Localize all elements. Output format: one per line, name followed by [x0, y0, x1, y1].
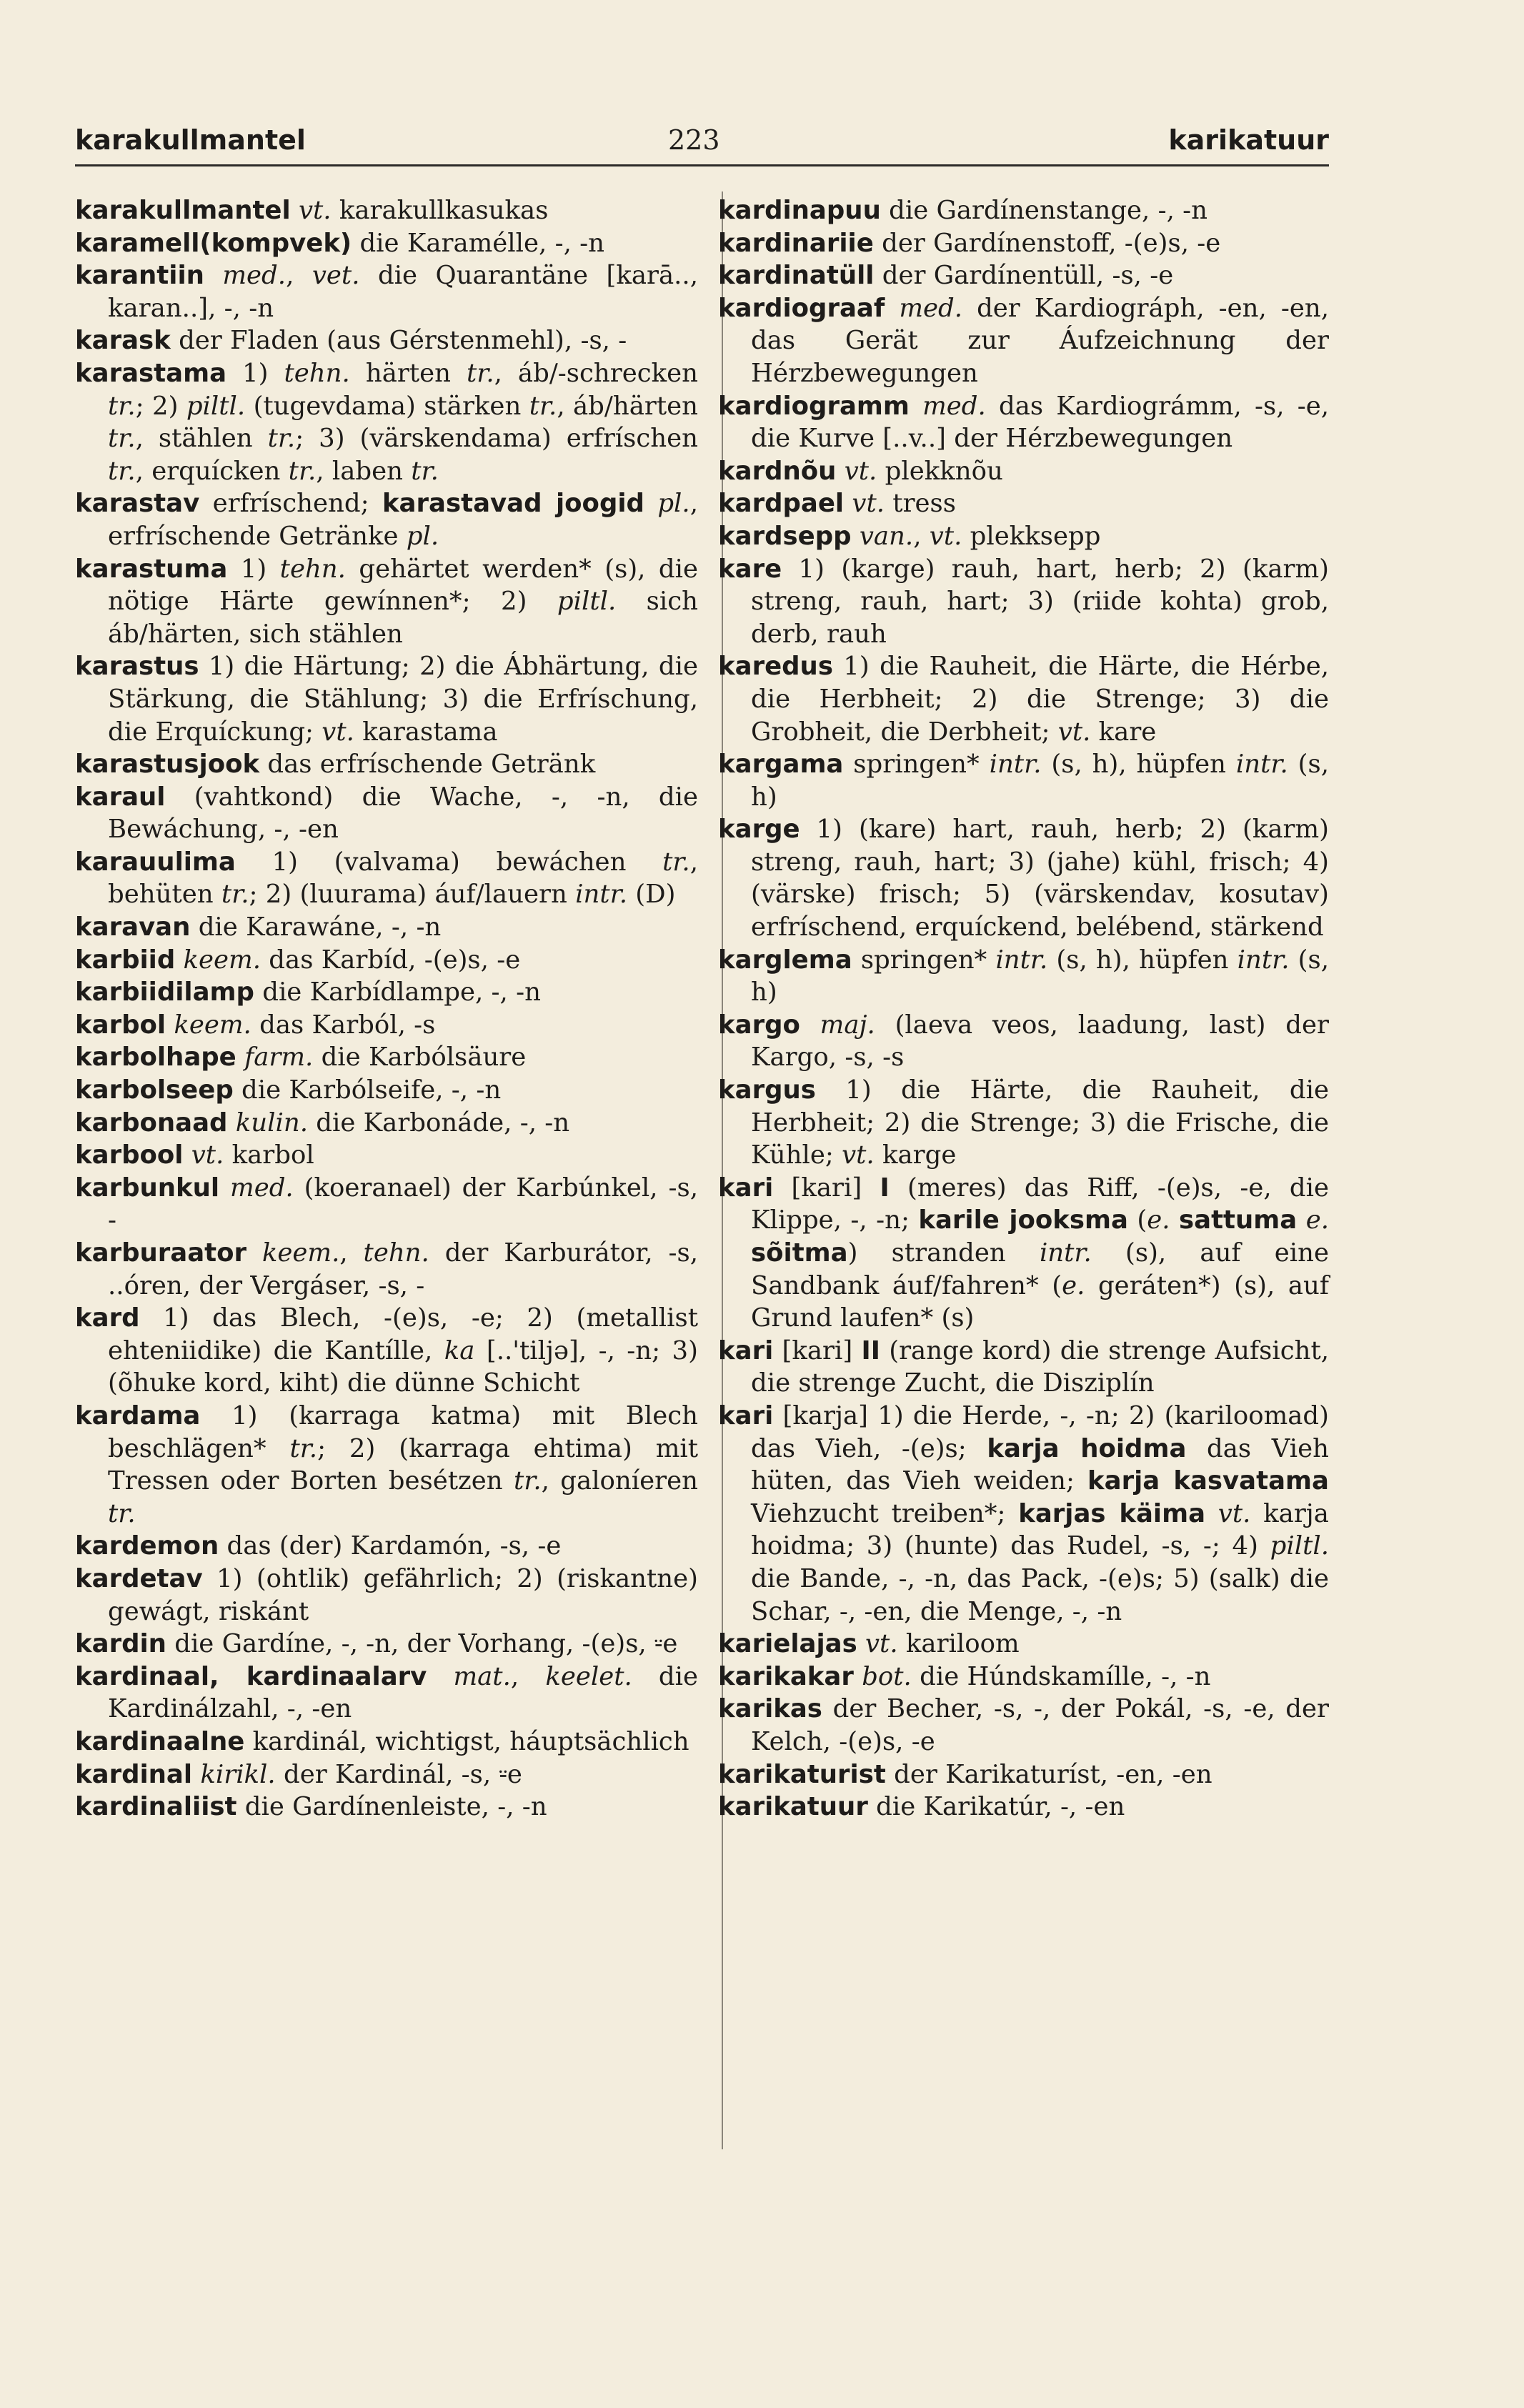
entry-text: die Húndskamílle, -, -n — [911, 1661, 1211, 1691]
entry-text: die Quarantäne [karā.., karan..], -, -n — [108, 261, 698, 323]
entry-text: , — [510, 1661, 546, 1691]
entry-text: (s, h), hüpfen — [1041, 750, 1236, 780]
usage-label: tr. — [529, 391, 557, 421]
left-column — [75, 194, 698, 1824]
usage-label: tr. — [108, 424, 136, 454]
headword: kard — [75, 1303, 140, 1333]
headword: kardiogramm — [718, 391, 910, 421]
headword: kardinariie — [718, 228, 874, 258]
entry-text: der Kardinál, -s, ⸚e — [275, 1759, 522, 1789]
usage-label: keelet. — [545, 1661, 632, 1691]
headword: karikaturist — [718, 1759, 886, 1789]
usage-label: vt. — [842, 1140, 875, 1170]
usage-label: tehn. — [363, 1238, 429, 1268]
entry-text — [885, 294, 899, 323]
dictionary-entry — [718, 227, 1329, 260]
dictionary-entry — [75, 846, 698, 911]
dictionary-entry — [75, 194, 698, 227]
headword: kardinal — [75, 1759, 193, 1789]
entry-text: der Karburátor, -s, ..óren, der Vergáser, -s, - — [108, 1238, 698, 1300]
entry-text: der Gardínentüll, -s, -e — [874, 261, 1174, 291]
entry-text — [246, 1238, 262, 1268]
entry-text — [1297, 1205, 1305, 1235]
entry-text: 1) (karraga katma) mit Blech beschlägen* — [108, 1400, 698, 1463]
headword: kare — [718, 554, 782, 584]
entry-text — [219, 1173, 230, 1203]
dictionary-entry — [75, 650, 698, 748]
right-column — [718, 194, 1329, 1824]
usage-label: vt. — [298, 196, 332, 225]
headword: kardnõu — [718, 456, 837, 486]
entry-text: kare — [1090, 717, 1157, 747]
dictionary-entry — [75, 748, 698, 781]
headword: karbool — [75, 1140, 184, 1170]
entry-text: ; 2) — [135, 391, 186, 421]
entry-text — [836, 457, 844, 486]
usage-label: med. — [899, 293, 963, 323]
headword: kardinatüll — [718, 261, 875, 291]
headword: karaul — [75, 782, 166, 812]
entry-text: , galoníeren — [541, 1466, 698, 1496]
headword: karakullmantel — [75, 196, 291, 225]
headword: karavan — [75, 912, 191, 942]
usage-label: tr. — [514, 1466, 542, 1496]
headword: kardetav — [75, 1563, 203, 1593]
entry-text — [427, 1662, 453, 1691]
usage-label: tr. — [411, 456, 439, 486]
dictionary-entry — [75, 911, 698, 944]
entry-text: sich áb/härten, sich stählen — [108, 587, 698, 649]
usage-label: tr. — [267, 424, 296, 454]
entry-text: die Kardinálzahl, -, -en — [108, 1661, 698, 1724]
entry-text: die Bande, -, -n, das Pack, -(e)s; 5) (salk) die Schar, -, -en, die Menge, -, -n — [751, 1563, 1329, 1626]
entry-text: (laeva veos, laadung, last) der Kargo, -s, -s — [751, 1010, 1329, 1073]
headword: sõitma — [751, 1238, 848, 1268]
headword: karastusjook — [75, 750, 260, 780]
headword: karbolseep — [75, 1075, 234, 1105]
dictionary-entry — [718, 259, 1329, 292]
dictionary-entry — [718, 520, 1329, 553]
entry-text — [857, 1629, 865, 1658]
dictionary-entry — [75, 1009, 698, 1042]
usage-label: keem. — [262, 1238, 340, 1268]
entry-text — [166, 1010, 174, 1040]
usage-label: maj. — [820, 1010, 875, 1040]
dictionary-entry — [75, 1302, 698, 1400]
dictionary-entry — [718, 1400, 1329, 1628]
usage-label: piltl. — [557, 587, 617, 617]
headword: karburaator — [75, 1238, 247, 1268]
usage-label: tr. — [289, 1433, 318, 1463]
headword: karja kasvatama — [1087, 1466, 1329, 1496]
dictionary-entry — [75, 1726, 698, 1758]
usage-label: mat. — [453, 1661, 511, 1691]
dictionary-entry — [75, 1530, 698, 1563]
entry-text — [800, 1010, 820, 1040]
entry-text: karbol — [224, 1140, 314, 1170]
entry-text: ; 2) (karraga ehtima) mit Tressen oder Borten besétzen — [108, 1433, 698, 1496]
entry-text: 1) die Härtung; 2) die Ábhärtung, die Stärkung, die Stählung; 3) die Erfríschung, die Erquíckung; — [108, 652, 698, 747]
usage-label: e. — [1147, 1205, 1170, 1235]
entry-text: das Vieh hüten, das Vieh weiden; — [751, 1433, 1329, 1496]
dictionary-entry — [718, 487, 1329, 520]
headword: kari — [718, 1335, 774, 1365]
dictionary-entry — [75, 553, 698, 651]
entry-text: die Karbonáde, -, -n — [308, 1108, 570, 1138]
entry-text: plekknõu — [877, 456, 1003, 486]
entry-text: (vahtkond) die Wache, -, -n, die Bewáchung, -, -en — [108, 782, 698, 845]
entry-text: das erfríschende Getränk — [259, 750, 596, 780]
entry-text — [844, 489, 852, 518]
headword: karbonaad — [75, 1108, 228, 1138]
dictionary-entry — [718, 1791, 1329, 1824]
dictionary-entry — [75, 1563, 698, 1628]
usage-label: tr. — [288, 456, 317, 486]
dictionary-entry — [718, 553, 1329, 651]
entry-text: 1) das Blech, -(e)s, -e; 2) (metallist ehteniidike) die Kantílle, — [108, 1303, 698, 1365]
entry-text: ; 2) (luurama) áuf/lauern — [249, 880, 576, 910]
entry-text: (meres) das Riff, -(e)s, -e, die Klippe, -, -n; — [751, 1173, 1329, 1235]
entry-text — [192, 1760, 200, 1789]
usage-label: kirikl. — [200, 1759, 276, 1789]
entry-text: (s), auf eine Sandbank áuf/fahren* ( — [751, 1238, 1330, 1300]
dictionary-entry — [718, 194, 1329, 227]
dictionary-entry — [75, 1107, 698, 1140]
entry-text: springen* — [852, 945, 996, 975]
usage-label: tr. — [221, 880, 249, 910]
usage-label: tehn. — [284, 358, 350, 388]
usage-label: tr. — [467, 358, 494, 388]
entry-text — [204, 261, 223, 290]
entry-text: (s, h) — [751, 750, 1330, 812]
entry-text: (s, h) — [751, 945, 1330, 1008]
usage-label: e. — [1062, 1270, 1085, 1300]
headword: karbol — [75, 1010, 166, 1040]
headword: kargo — [718, 1010, 800, 1040]
entry-text — [910, 392, 922, 421]
usage-label: vt. — [865, 1629, 898, 1659]
headword: karbiid — [75, 945, 176, 975]
dictionary-entry — [718, 1661, 1329, 1693]
entry-text: ; 3) (värskendama) erfríschen — [295, 424, 698, 454]
entry-text: das Karbíd, -(e)s, -e — [261, 945, 521, 975]
dictionary-entry — [75, 1237, 698, 1302]
headword: kardpael — [718, 489, 845, 519]
entry-text: der Fladen (aus Gérstenmehl), -s, - — [170, 326, 627, 356]
entry-text: ( — [1127, 1205, 1147, 1235]
usage-label: keem. — [183, 945, 262, 975]
header-last-word: karikatuur — [1168, 124, 1329, 156]
headword: karask — [75, 326, 171, 356]
usage-label: van. — [859, 521, 914, 551]
entry-text: , áb/härten — [557, 391, 698, 421]
headword: karantiin — [75, 261, 204, 291]
dictionary-entry — [75, 1758, 698, 1791]
headword: karikas — [718, 1694, 822, 1724]
entry-text — [175, 945, 183, 975]
entry-text: karge — [874, 1140, 957, 1170]
usage-label: intr. — [989, 750, 1042, 780]
entry-text: kariloom — [897, 1629, 1020, 1659]
headword: karauulima — [75, 847, 236, 877]
entry-text: [karja] 1) die Herde, -, -n; 2) (kariloomad) das Vieh, -(e)s; — [751, 1400, 1329, 1463]
usage-label: vt. — [929, 521, 962, 551]
usage-label: intr. — [1235, 750, 1288, 780]
header-first-word: karakullmantel — [75, 124, 306, 156]
entry-text: , — [339, 1238, 364, 1268]
dictionary-entry — [75, 259, 698, 324]
entry-text: (range kord) die strenge Aufsicht, die strenge Zucht, die Disziplín — [751, 1335, 1329, 1398]
dictionary-entry — [718, 1693, 1329, 1758]
entry-text: der Becher, -s, -, der Pokál, -s, -e, der Kelch, -(e)s, -e — [751, 1694, 1329, 1756]
entry-text — [644, 489, 657, 518]
entry-text: karja hoidma; 3) (hunte) das Rudel, -s, -; 4) — [751, 1498, 1329, 1561]
headword: sattuma — [1179, 1205, 1298, 1235]
usage-label: tehn. — [279, 554, 346, 584]
dictionary-entry — [718, 1009, 1329, 1074]
dictionary-entry — [718, 748, 1329, 813]
entry-text — [236, 1043, 244, 1072]
usage-label: med. — [222, 261, 287, 291]
headword: kari — [718, 1173, 774, 1203]
entry-text: , — [286, 261, 312, 291]
headword: karastus — [75, 652, 199, 682]
usage-label: vt. — [1217, 1498, 1251, 1528]
headword: kardinaalne — [75, 1726, 245, 1756]
headword: kargus — [718, 1075, 816, 1105]
entry-text: springen* — [843, 750, 990, 780]
entry-text: 1) die Härte, die Rauheit, die Herbheit; 2) die Strenge; 3) die Frische, die Kühle; — [751, 1075, 1329, 1170]
dictionary-entry — [75, 1139, 698, 1172]
entry-text: , behüten — [108, 847, 698, 910]
usage-label: farm. — [244, 1043, 314, 1073]
dictionary-entry — [75, 324, 698, 357]
page-number: 223 — [668, 124, 720, 156]
entry-text: 1) die Rauheit, die Härte, die Hérbe, die Herbheit; 2) die Strenge; 3) die Grobheit, die Derbheit; — [751, 652, 1329, 747]
entry-text: Viehzucht treiben*; — [751, 1498, 1019, 1528]
headword: kari — [718, 1400, 774, 1431]
usage-label: tr. — [662, 847, 690, 877]
dictionary-entry — [75, 1041, 698, 1074]
dictionary-entry — [718, 455, 1329, 488]
entry-text: die Karbólseife, -, -n — [233, 1075, 502, 1105]
headword: karbiidilamp — [75, 977, 254, 1008]
usage-label: vt. — [1057, 717, 1091, 747]
entry-text: die Karbídlampe, -, -n — [254, 977, 541, 1008]
headword: karikakar — [718, 1661, 854, 1691]
dictionary-entry — [75, 1172, 698, 1237]
entry-text: die Gardíne, -, -n, der Vorhang, -(e)s, ⸚e — [166, 1629, 678, 1659]
headword: karastav — [75, 489, 200, 519]
entry-text: härten — [349, 358, 467, 388]
headword: karja hoidma — [987, 1433, 1187, 1463]
entry-text: die Karbólsäure — [313, 1043, 527, 1073]
page-header — [75, 114, 1329, 164]
headword: kardiograaf — [718, 293, 885, 323]
dictionary-entry — [75, 976, 698, 1009]
entry-text: die Karawáne, -, -n — [190, 912, 442, 942]
dictionary-entry — [75, 1628, 698, 1661]
usage-label: intr. — [1039, 1238, 1092, 1268]
headword: karastama — [75, 358, 227, 388]
headword: karedus — [718, 652, 833, 682]
entry-text: 1) (kare) hart, rauh, herb; 2) (karm) streng, rauh, hart; 3) (jahe) kühl, frisch; 4) (värske) frisch; 5) (värskendav, kosutav) erfríschend, erquíckend, belébend, stärkend — [751, 815, 1329, 942]
usage-label: kulin. — [235, 1108, 308, 1138]
usage-label: vt. — [322, 717, 354, 747]
dictionary-entry — [718, 813, 1329, 943]
entry-text — [852, 522, 860, 551]
entry-text — [1205, 1499, 1218, 1528]
usage-label: piltl. — [186, 391, 246, 421]
entry-text: ka — [444, 1335, 475, 1365]
dictionary-entry — [75, 1791, 698, 1824]
dictionary-entry — [718, 1172, 1329, 1335]
headword: II — [861, 1335, 880, 1365]
usage-label: med. — [230, 1173, 294, 1203]
entry-text: , erquícken — [135, 456, 289, 486]
dictionary-entry — [75, 1400, 698, 1530]
entry-text: (tugevdama) stärken — [245, 391, 529, 421]
usage-label: intr. — [1237, 945, 1290, 975]
entry-text — [854, 1662, 862, 1691]
entry-text: 1) (valvama) bewáchen — [235, 847, 663, 877]
usage-label: vt. — [844, 456, 877, 486]
entry-text: der Karikaturíst, -en, -en — [885, 1759, 1212, 1789]
entry-text: 1) — [226, 358, 284, 388]
entry-text: das Karból, -s — [251, 1010, 436, 1040]
headword: kardin — [75, 1629, 166, 1659]
entry-text: der Kardiográph, -en, -en, das Gerät zur Áufzeichnung der Hérzbewegungen — [751, 293, 1329, 388]
entry-text: geráten*) (s), auf Grund laufen* (s) — [751, 1270, 1329, 1333]
entry-text: 1) (ohtlik) gefährlich; 2) (riskantne) gewágt, riskánt — [108, 1563, 698, 1626]
entry-text — [1170, 1205, 1179, 1235]
entry-text: , — [913, 521, 930, 551]
dictionary-entry — [718, 1758, 1329, 1791]
usage-label: keem. — [174, 1010, 251, 1040]
usage-label: tr. — [108, 391, 136, 421]
dictionary-entry — [75, 944, 698, 977]
entry-text: der Gardínenstoff, -(e)s, -e — [873, 228, 1221, 258]
entry-text: das Kardiográmm, -s, -e, die Kurve [..v..] der Hérzbewegungen — [751, 391, 1329, 454]
usage-label: vt. — [852, 489, 885, 519]
dictionary-entry — [718, 1074, 1329, 1172]
dictionary-entry — [75, 1661, 698, 1726]
entry-text: [kari] — [773, 1173, 880, 1203]
headword: karastuma — [75, 554, 228, 584]
entry-text: erfríschend; — [199, 489, 382, 519]
entry-text — [227, 1108, 235, 1138]
dictionary-entry — [718, 292, 1329, 390]
dictionary-entry — [75, 781, 698, 846]
entry-text: 1) — [227, 554, 280, 584]
headword: kardinapuu — [718, 196, 881, 225]
headword: kardama — [75, 1400, 201, 1431]
entry-text: , áb/-schrecken — [494, 358, 698, 388]
headword: karjas käima — [1018, 1498, 1206, 1528]
entry-text — [291, 196, 299, 225]
headword: karbunkul — [75, 1173, 220, 1203]
entry-text: das (der) Kardamón, -s, -e — [219, 1531, 562, 1561]
headword: karglema — [718, 945, 852, 975]
entry-text: kardinál, wichtigst, háuptsächlich — [244, 1726, 689, 1756]
entry-text: gehärtet werden* (s), die nötige Härte gewínnen*; 2) — [108, 554, 698, 617]
entry-text: , erfríschende Getränke — [108, 489, 698, 551]
dictionary-entry — [75, 487, 698, 552]
entry-text: die Karamélle, -, -n — [352, 228, 605, 258]
entry-text: die Gardínenstange, -, -n — [880, 196, 1208, 225]
entry-text: [kari] — [773, 1335, 862, 1365]
dictionary-entry — [75, 1074, 698, 1107]
headword: karielajas — [718, 1629, 857, 1659]
usage-label: med. — [922, 391, 986, 421]
dictionary-entry — [718, 944, 1329, 1009]
entry-text: die Gardínenleiste, -, -n — [236, 1792, 547, 1822]
dictionary-entry — [718, 1335, 1329, 1400]
entry-text — [183, 1140, 191, 1170]
entry-text: plekksepp — [962, 521, 1101, 551]
usage-label: intr. — [995, 945, 1048, 975]
dictionary-entry — [75, 357, 698, 487]
usage-label: piltl. — [1270, 1531, 1329, 1561]
dictionary-entry — [718, 650, 1329, 748]
dictionary-entry — [75, 227, 698, 260]
entry-text: tress — [885, 489, 956, 519]
header-rule — [75, 164, 1329, 166]
entry-text: , laben — [316, 456, 412, 486]
dictionary-entry — [718, 390, 1329, 455]
entry-text: (koeranael) der Karbúnkel, -s, - — [108, 1173, 698, 1235]
entry-text: , stählen — [135, 424, 268, 454]
entry-text: 1) (karge) rauh, hart, herb; 2) (karm) streng, rauh, hart; 3) (riide kohta) grob, derb, rauh — [751, 554, 1329, 649]
entry-text: (D) — [627, 880, 676, 910]
headword: I — [880, 1173, 890, 1203]
entry-text: karastama — [354, 717, 498, 747]
usage-label: pl. — [406, 521, 439, 551]
headword: karamell(kompvek) — [75, 228, 352, 258]
headword: kardinaal, kardinaalarv — [75, 1661, 427, 1691]
entry-text: karakullkasukas — [331, 196, 549, 225]
usage-label: pl. — [657, 489, 690, 519]
usage-label: bot. — [862, 1661, 912, 1691]
dictionary-entry — [718, 1628, 1329, 1661]
usage-label: e. — [1305, 1205, 1329, 1235]
headword: kardemon — [75, 1531, 219, 1561]
headword: karbolhape — [75, 1043, 236, 1073]
headword: karastavad joogid — [382, 489, 644, 519]
headword: kargama — [718, 750, 844, 780]
usage-label: intr. — [575, 880, 627, 910]
entry-text: die Karikatúr, -, -en — [867, 1792, 1125, 1822]
entry-text: ) stranden — [847, 1238, 1040, 1268]
entry-text: (s, h), hüpfen — [1047, 945, 1237, 975]
usage-label: vt. — [191, 1140, 224, 1170]
headword: karikatuur — [718, 1792, 868, 1822]
headword: kardinaliist — [75, 1792, 237, 1822]
headword: kardsepp — [718, 521, 852, 551]
entry-text: [..'tiljə], -, -n; 3) (õhuke kord, kiht) die dünne Schicht — [108, 1335, 698, 1398]
headword: karile jooksma — [918, 1205, 1128, 1235]
usage-label: tr. — [108, 456, 136, 486]
usage-label: vet. — [312, 261, 360, 291]
usage-label: tr. — [108, 1498, 136, 1528]
headword: karge — [718, 815, 800, 845]
